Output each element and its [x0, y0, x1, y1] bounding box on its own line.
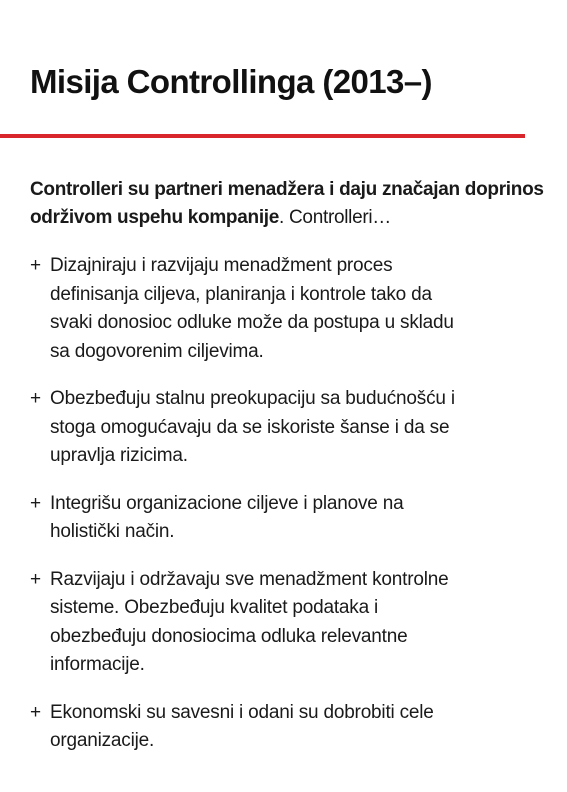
list-item-text	[50, 699, 540, 756]
text-line: obezbeđuju donosiocima odluka relevantne	[50, 625, 408, 647]
plus-icon: +	[30, 568, 41, 590]
list-item	[30, 566, 540, 680]
text-line: Obezbeđuju stalnu preokupaciju sa budućnošću i	[50, 388, 455, 409]
intro-paragraph	[30, 176, 550, 232]
list-item	[30, 699, 540, 756]
plus-icon: +	[30, 701, 41, 723]
list-item	[30, 252, 540, 366]
page-title: Misija Controllinga (2013–)	[30, 63, 432, 100]
plus-icon: +	[30, 492, 41, 514]
text-line: Integrišu organizacione ciljeve i planove na	[50, 492, 404, 514]
title-divider	[0, 134, 525, 138]
list-item-text	[50, 385, 540, 471]
text-line: definisanja ciljeva, planiranja i kontrole tako da	[50, 283, 432, 305]
text-line: sa dogovorenim ciljevima.	[50, 340, 264, 362]
plus-icon: +	[30, 255, 41, 276]
intro-tail: . Controlleri…	[279, 207, 391, 228]
text-line: stoga omogućavaju da se iskoriste šanse i da se	[50, 416, 450, 438]
text-line: Dizajniraju i razvijaju menadžment proces	[50, 255, 393, 276]
text-line: organizacije.	[50, 730, 155, 751]
intro-lead: Controlleri su partneri menadžera i daju značajan doprinos održivom uspehu kompanije	[30, 179, 544, 228]
text-line: informacije.	[50, 654, 145, 675]
text-line: holistički način.	[50, 521, 175, 542]
list-item-text	[50, 566, 540, 680]
plus-icon: +	[30, 388, 41, 409]
list-item	[30, 385, 540, 471]
text-line: svaki donosioc odluke može da postupa u skladu	[50, 312, 454, 333]
mission-list	[30, 252, 540, 756]
list-item-text	[50, 490, 540, 547]
text-line: Ekonomski su savesni i odani su dobrobiti cele	[50, 701, 434, 723]
list-item	[30, 490, 540, 547]
text-line: sisteme. Obezbeđuju kvalitet podataka i	[50, 597, 379, 618]
list-item-text	[50, 252, 540, 366]
text-line: Razvijaju i održavaju sve menadžment kontrolne	[50, 568, 449, 590]
text-line: upravlja rizicima.	[50, 445, 188, 466]
